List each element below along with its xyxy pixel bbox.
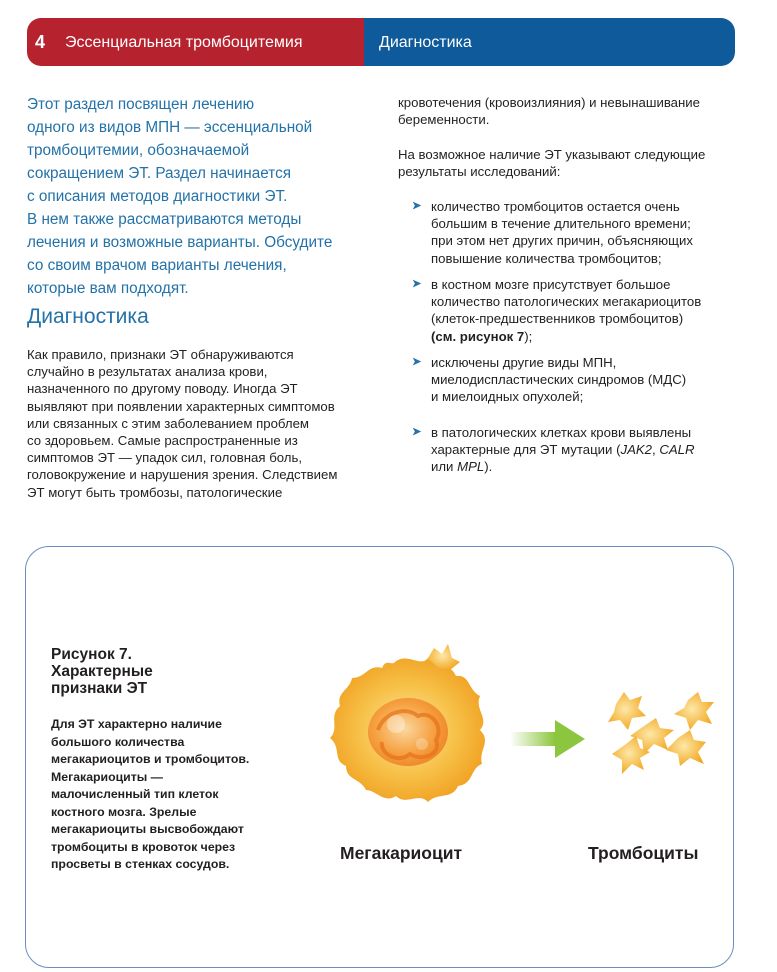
bullet-line: в костном мозге присутствует большое (431, 277, 671, 292)
page-header (27, 18, 735, 66)
body-line: головокружение и нарушения зрения. Следствием (27, 467, 338, 483)
section-banner-title: Диагностика (379, 34, 472, 51)
figure-title-line: Рисунок 7. (51, 646, 132, 663)
figure-title-line: признаки ЭТ (51, 680, 148, 697)
caption-line: костного мозга. Зрелые (51, 804, 197, 819)
bullet-line (431, 458, 695, 475)
caption-line: просветы в стенках сосудов. (51, 857, 230, 871)
bullet-line: (клеток-предшественников тромбоцитов) (431, 311, 684, 327)
chapter-title: Эссенциальная тромбоцитемия (65, 34, 303, 51)
bullet-line: в патологических клетках крови выявлены (431, 425, 692, 440)
body-line: беременности. (398, 112, 490, 128)
section-banner (364, 18, 735, 66)
body-line: назначенного по другому поводу. Иногда ЭТ (27, 381, 298, 397)
intro-line: одного из видов МПН — эссенциальной (27, 119, 313, 136)
caption-line: мегакариоцитов и тромбоцитов. (51, 752, 250, 766)
figure-reference: (см. рисунок 7 (431, 328, 525, 344)
intro-line: с описания методов диагностики ЭТ. (27, 188, 288, 205)
bullet-line: при этом нет других причин, объясняющих (431, 233, 693, 249)
body-line: результаты исследований: (398, 164, 561, 180)
intro-line: Этот раздел посвящен лечению (27, 96, 255, 113)
caption-line: большого количества (51, 734, 185, 749)
bullet-arrow-icon: ➤ (412, 200, 422, 212)
bullet-line-start: или (431, 459, 458, 475)
body-line: со здоровьем. Самые распространенные из (27, 433, 298, 449)
body-paragraph (27, 346, 372, 501)
body-line: кровотечения (кровоизлияния) и невынашивание (398, 95, 700, 110)
mutation-jak2: JAK2 (620, 442, 652, 458)
chapter-banner (27, 18, 364, 66)
figure-title-line: Характерные (51, 663, 153, 680)
mutation-calr: CALR (659, 442, 695, 458)
body-line: ЭТ могут быть тромбозы, патологические (27, 484, 283, 500)
bullet-arrow-icon: ➤ (412, 278, 422, 290)
figure-caption (51, 716, 249, 874)
bullet-line: количество патологических мегакариоцитов (431, 294, 702, 310)
intro-line: которые вам подходят. (27, 280, 189, 297)
arrow-icon (510, 720, 585, 758)
intro-paragraph (27, 93, 377, 300)
body-line: случайно в результатах анализа крови, (27, 364, 268, 380)
cell-illustration (310, 640, 730, 820)
bullet-line: большим в течение длительного времени; (431, 216, 691, 232)
separator: , (652, 442, 660, 458)
bullet-line: количество тромбоцитов остается очень (431, 199, 680, 214)
intro-line: В нем также рассматриваются методы (27, 211, 302, 228)
bullet-arrow-icon: ➤ (412, 356, 422, 368)
body-line: симптомов ЭТ — упадок сил, головная боль, (27, 450, 303, 466)
section-heading: Диагностика (27, 305, 149, 328)
bullet-line: повышение количества тромбоцитов; (431, 250, 662, 266)
body-line: выявляют при появлении характерных симптомов (27, 398, 335, 414)
bullet-line (431, 328, 701, 345)
page-number: 4 (35, 32, 46, 52)
caption-line: малочисленный тип клеток (51, 787, 219, 801)
figure-title (51, 646, 153, 697)
bullet-line-end: ). (484, 459, 493, 475)
intro-line: тромбоцитемии, обозначаемой (27, 142, 250, 159)
bullet-line: исключены другие виды МПН, (431, 355, 617, 370)
body-line: На возможное наличие ЭТ указывают следующие (398, 147, 706, 162)
megakaryocyte-label: Мегакариоцит (340, 843, 463, 863)
bullet-line (431, 441, 695, 458)
body-line: или связанных с этим заболеванием проблем (27, 415, 309, 431)
platelets-label: Тромбоциты (588, 843, 699, 863)
body-continuation (398, 94, 700, 128)
platelets-cluster (608, 692, 714, 774)
caption-line: тромбоциты в кровоток через (51, 839, 236, 854)
megakaryocyte-cell (330, 658, 485, 802)
caption-line: Для ЭТ характерно наличие (51, 717, 222, 731)
intro-line: со своим врачом варианты лечения, (27, 257, 287, 274)
bullet-line: миелодиспластических синдромов (МДС) (431, 372, 687, 388)
bullet-line-start: характерные для ЭТ мутации ( (431, 442, 621, 458)
mutation-mpl: MPL (457, 459, 485, 475)
intro-line: сокращением ЭТ. Раздел начинается (27, 165, 292, 182)
bullet-arrow-icon: ➤ (412, 426, 422, 438)
caption-line: мегакариоциты высвобождают (51, 822, 244, 836)
body-line: Как правило, признаки ЭТ обнаруживаются (27, 347, 294, 362)
bullet-line: и миелоидных опухолей; (431, 389, 584, 405)
intro-line: лечения и возможные варианты. Обсудите (27, 234, 333, 251)
figure-reference-suffix: ); (524, 328, 533, 344)
findings-lead (398, 146, 705, 180)
caption-line: Мегакариоциты — (51, 769, 163, 784)
